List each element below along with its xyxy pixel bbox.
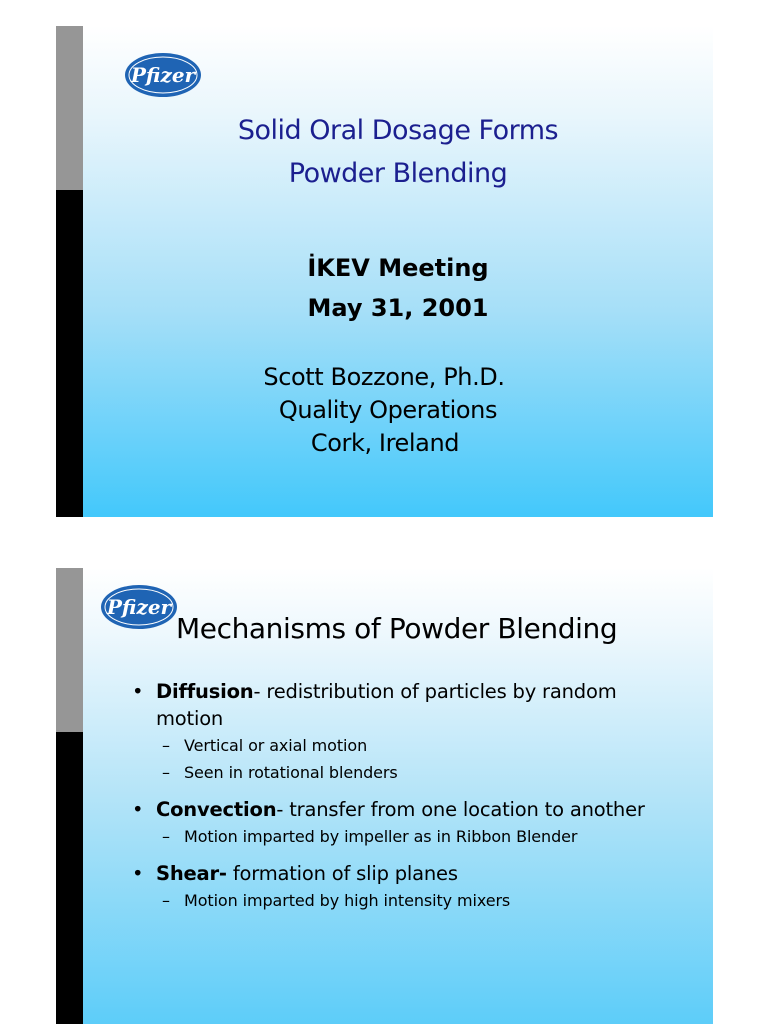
meeting-info <box>83 248 713 328</box>
logo-text: Pfizer <box>106 595 172 619</box>
sub-bullet-item <box>128 887 688 914</box>
bullet-term: Shear- <box>156 862 227 885</box>
bullet-item-diffusion <box>128 678 688 732</box>
title-line-2: Powder Blending <box>288 158 508 189</box>
bullet-term: Diffusion <box>156 680 254 703</box>
title-slide <box>56 26 713 517</box>
author-name: Scott Bozzone, Ph.D. <box>263 363 505 391</box>
title-line-1: Solid Oral Dosage Forms <box>237 115 559 146</box>
pfizer-logo <box>100 584 178 630</box>
sub-bullet-item <box>128 759 688 786</box>
bullet-text: formation of slip planes <box>226 862 458 885</box>
author-info <box>83 361 713 460</box>
dash-icon: – <box>162 736 170 755</box>
side-bar-grey-segment <box>56 568 83 732</box>
bullet-icon: • <box>132 862 144 885</box>
pfizer-logo <box>124 52 202 98</box>
mechanisms-slide <box>56 568 713 1024</box>
bullet-list <box>128 678 688 914</box>
bullet-icon: • <box>132 680 144 703</box>
sub-bullet-item <box>128 732 688 759</box>
dash-icon: – <box>162 827 170 846</box>
meeting-name: İKEV Meeting <box>307 254 489 282</box>
dash-icon: – <box>162 891 170 910</box>
sub-bullet-text: Seen in rotational blenders <box>184 763 398 782</box>
side-bar-black-segment <box>56 190 83 517</box>
bullet-text: - transfer from one location to another <box>276 798 645 821</box>
sub-bullet-text: Motion imparted by high intensity mixers <box>184 891 511 910</box>
side-bar-black-segment <box>56 732 83 1024</box>
sub-bullet-text: Vertical or axial motion <box>184 736 368 755</box>
author-location: Cork, Ireland <box>310 429 460 457</box>
bullet-icon: • <box>132 798 144 821</box>
side-bar-grey-segment <box>56 26 83 190</box>
bullet-term: Convection <box>156 798 277 821</box>
bullet-item-convection <box>128 796 688 823</box>
slide-heading: Mechanisms of Powder Blending <box>176 612 618 645</box>
author-department: Quality Operations <box>278 396 498 424</box>
slide-title <box>83 109 713 195</box>
bullet-item-shear <box>128 860 688 887</box>
dash-icon: – <box>162 763 170 782</box>
sub-bullet-item <box>128 823 688 850</box>
meeting-date: May 31, 2001 <box>307 294 489 322</box>
bullet-text: - redistribution of particles by random motion <box>156 680 617 730</box>
slide-side-bar <box>56 568 83 1024</box>
sub-bullet-text: Motion imparted by impeller as in Ribbon Blender <box>184 827 578 846</box>
logo-text: Pfizer <box>130 63 196 87</box>
